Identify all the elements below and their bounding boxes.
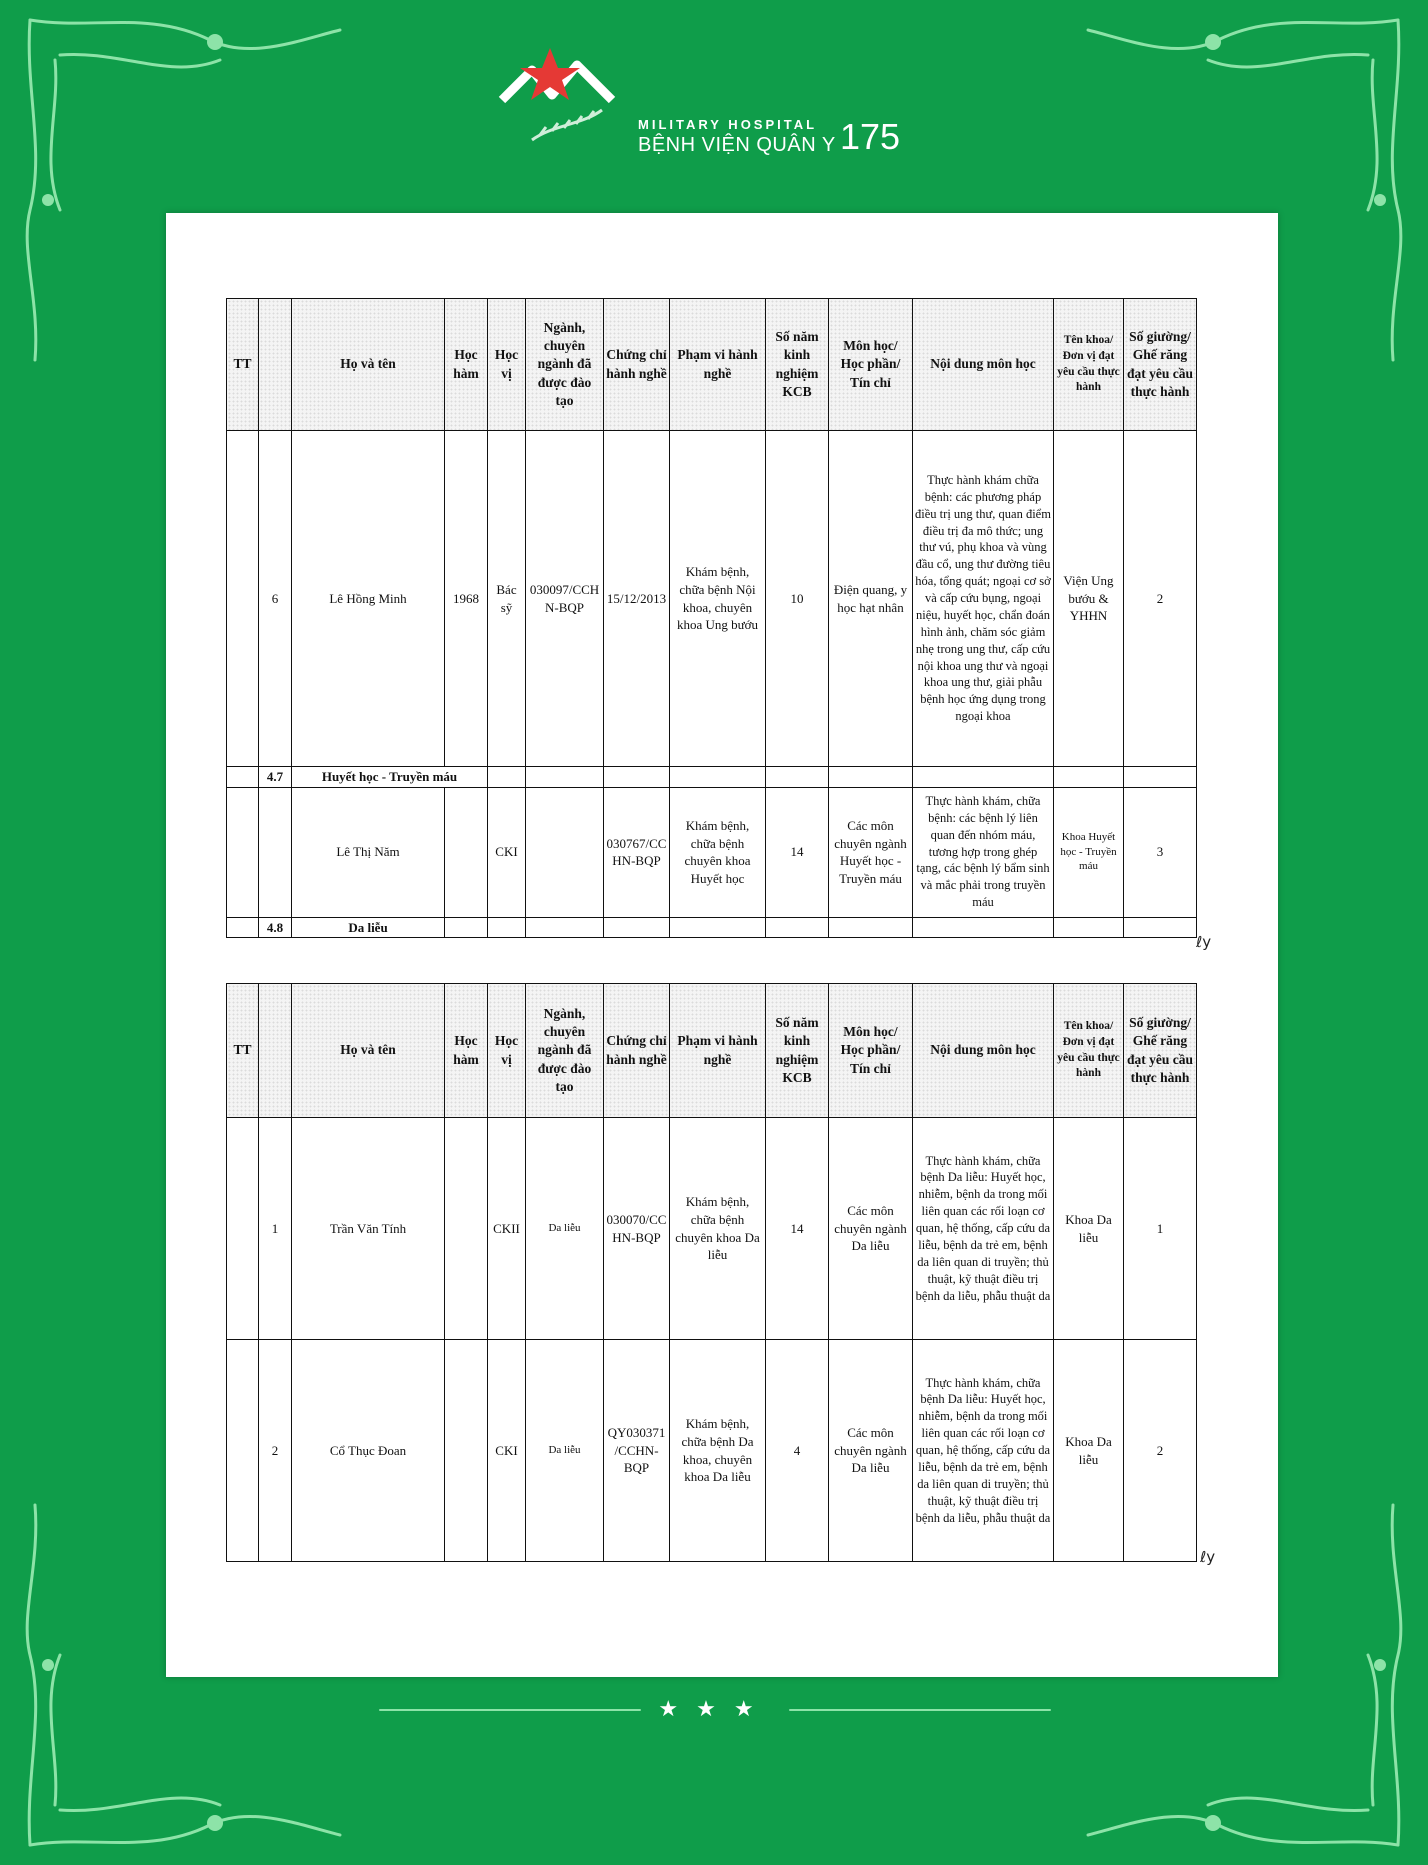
cell-so-nam: 14 (766, 1118, 829, 1340)
hospital-logo-icon (492, 40, 622, 160)
cell-nganh (526, 787, 604, 917)
cell-hoc-vi: CKI (488, 1340, 526, 1562)
col-header-chung-chi: Chứng chỉ hành nghề (604, 984, 670, 1118)
col-header-hoc-vi: Học vị (488, 984, 526, 1118)
cell-noi-dung: Thực hành khám, chữa bệnh Da liễu: Huyết học, nhiễm, bệnh da trong mối liên quan các rối loạn cơ quan, hệ thống, cấp cứu da liễu, bệnh da trẻ em, bệnh da liên quan di truyền; thủ thuật, kỹ thuật điều trị bệnh da liễu, phẫu thuật da (913, 1340, 1054, 1562)
section-title: Da liễu (292, 917, 445, 938)
cell-noi-dung: Thực hành khám chữa bệnh: các phương pháp điều trị ung thư, quan điểm điều trị đa mô thức; ung thư vú, phụ khoa và vùng đầu cổ, ung thư đường tiêu hóa, tổng quát; ngoại cơ sở và cấp cứu bụng, ngoại niệu, huyết học, chẩn đoán hình ảnh, chăm sóc giảm nhẹ trong ung thư, cấp cứu nội khoa ung thư và ngoại khoa ung thư, giải phẫu bệnh học ứng dụng trong ngoại khoa (913, 431, 1054, 767)
col-header-khoa: Tên khoa/ Đơn vị đạt yêu cầu thực hành (1054, 984, 1124, 1118)
col-header-hoc-ham: Học hàm (445, 299, 488, 431)
cell-khoa: Khoa Da liễu (1054, 1118, 1124, 1340)
col-header-so-nam: Số năm kinh nghiệm KCB (766, 299, 829, 431)
cell-name: Cổ Thục Đoan (292, 1340, 445, 1562)
hospital-number: 175 (840, 116, 901, 157)
section-row (227, 767, 1197, 788)
col-header-nganh: Ngành, chuyên ngành đã được đào tạo (526, 984, 604, 1118)
cell-hoc-ham (445, 787, 488, 917)
cell-pham-vi: Khám bệnh, chữa bệnh chuyên khoa Da liễu (670, 1118, 766, 1340)
col-header-name: Họ và tên (292, 984, 445, 1118)
col-header-name: Họ và tên (292, 299, 445, 431)
cell-hoc-ham: 1968 (445, 431, 488, 767)
col-header-pham-vi: Phạm vi hành nghề (670, 984, 766, 1118)
cell-hoc-ham (445, 1340, 488, 1562)
cell-noi-dung: Thực hành khám, chữa bệnh Da liễu: Huyết học, nhiễm, bệnh da trong mối liên quan các rối loạn cơ quan, hệ thống, cấp cứu da liễu, bệnh da trẻ em, bệnh da liên quan di truyền; thủ thuật, kỹ thuật điều trị bệnh da liễu, phẫu thuật da (913, 1118, 1054, 1340)
cell-khoa: Khoa Da liễu (1054, 1340, 1124, 1562)
cell-so-giuong: 1 (1124, 1118, 1197, 1340)
col-header-so-giuong: Số giường/ Ghế răng đạt yêu cầu thực hành (1124, 984, 1197, 1118)
cell-nganh: Da liễu (526, 1118, 604, 1340)
cell-hoc-vi: CKII (488, 1118, 526, 1340)
cell-name: Trần Văn Tính (292, 1118, 445, 1340)
cell-stt: 1 (259, 1118, 292, 1340)
hospital-name-en: MILITARY HOSPITAL (638, 117, 818, 132)
cell-so-giuong: 2 (1124, 431, 1197, 767)
cell-stt: 6 (259, 431, 292, 767)
table-row (227, 1118, 1197, 1340)
col-header-khoa: Tên khoa/ Đơn vị đạt yêu cầu thực hành (1054, 299, 1124, 431)
col-header-mon-hoc: Môn học/ Học phần/ Tín chỉ (829, 299, 913, 431)
col-header-hoc-vi: Học vị (488, 299, 526, 431)
footer-stars-icon: ★★★ (658, 1696, 772, 1721)
section-number: 4.8 (259, 917, 292, 938)
table-row (227, 431, 1197, 767)
document-page (166, 213, 1278, 1677)
section-number: 4.7 (259, 767, 292, 788)
table-row (227, 787, 1197, 917)
col-header-noi-dung: Nội dung môn học (913, 984, 1054, 1118)
cell-pham-vi: Khám bệnh, chữa bệnh chuyên khoa Huyết học (670, 787, 766, 917)
col-header-noi-dung: Nội dung môn học (913, 299, 1054, 431)
cell-tt (227, 1118, 259, 1340)
section-row (227, 917, 1197, 938)
cell-so-nam: 4 (766, 1340, 829, 1562)
col-header-mon-hoc: Môn học/ Học phần/ Tín chỉ (829, 984, 913, 1118)
cell-chung-chi: QY030371/CCHN-BQP (604, 1340, 670, 1562)
cell-hoc-vi: CKI (488, 787, 526, 917)
cell-tt (227, 431, 259, 767)
table-row (227, 1340, 1197, 1562)
cell-mon-hoc: Điện quang, y học hạt nhân (829, 431, 913, 767)
cell-noi-dung: Thực hành khám, chữa bệnh: các bệnh lý liên quan đến nhóm máu, tương hợp trong ghép tạng, các bệnh lý bẩm sinh và mắc phải trong truyền máu (913, 787, 1054, 917)
cell-nganh: 030097/CCHN-BQP (526, 431, 604, 767)
section-title: Huyết học - Truyền máu (292, 767, 488, 788)
signature-initial-mark: ℓy (1196, 933, 1212, 951)
col-header-hoc-ham: Học hàm (445, 984, 488, 1118)
cell-hoc-vi: Bác sỹ (488, 431, 526, 767)
cell-mon-hoc: Các môn chuyên ngành Huyết học - Truyền máu (829, 787, 913, 917)
col-header-tt: TT (227, 984, 259, 1118)
cell-so-nam: 10 (766, 431, 829, 767)
cell-so-giuong: 3 (1124, 787, 1197, 917)
hospital-header (0, 40, 1428, 170)
col-header-nganh: Ngành, chuyên ngành đã được đào tạo (526, 299, 604, 431)
col-header-so-giuong: Số giường/ Ghế răng đạt yêu cầu thực hành (1124, 299, 1197, 431)
table-header-row (227, 299, 1197, 431)
cell-tt (227, 1340, 259, 1562)
cell-so-nam: 14 (766, 787, 829, 917)
col-header-so-nam: Số năm kinh nghiệm KCB (766, 984, 829, 1118)
cell-stt (259, 787, 292, 917)
cell-tt (227, 787, 259, 917)
cell-pham-vi: Khám bệnh, chữa bệnh Da khoa, chuyên khoa Da liễu (670, 1340, 766, 1562)
cell-mon-hoc: Các môn chuyên ngành Da liễu (829, 1118, 913, 1340)
table-header-row (227, 984, 1197, 1118)
cell-khoa: Viện Ung bướu & YHHN (1054, 431, 1124, 767)
col-header-blank (259, 984, 292, 1118)
signature-initial-mark: ℓy (1200, 1548, 1216, 1566)
col-header-chung-chi: Chứng chỉ hành nghề (604, 299, 670, 431)
cell-chung-chi: 030070/CCHN-BQP (604, 1118, 670, 1340)
cell-khoa: Khoa Huyết học - Truyền máu (1054, 787, 1124, 917)
cell-name: Lê Hồng Minh (292, 431, 445, 767)
cell-nganh: Da liễu (526, 1340, 604, 1562)
col-header-pham-vi: Phạm vi hành nghề (670, 299, 766, 431)
cell-stt: 2 (259, 1340, 292, 1562)
staff-table-2 (226, 983, 1197, 1562)
col-header-blank (259, 299, 292, 431)
cell-name: Lê Thị Năm (292, 787, 445, 917)
col-header-tt: TT (227, 299, 259, 431)
cell-mon-hoc: Các môn chuyên ngành Da liễu (829, 1340, 913, 1562)
cell-hoc-ham (445, 1118, 488, 1340)
hospital-name-vi: BỆNH VIỆN QUÂN Y (638, 134, 836, 156)
staff-table-1 (226, 298, 1197, 938)
cell-pham-vi: Khám bệnh, chữa bệnh Nội khoa, chuyên khoa Ung bướu (670, 431, 766, 767)
cell-so-giuong: 2 (1124, 1340, 1197, 1562)
cell-chung-chi: 030767/CCHN-BQP (604, 787, 670, 917)
cell-chung-chi: 15/12/2013 (604, 431, 670, 767)
